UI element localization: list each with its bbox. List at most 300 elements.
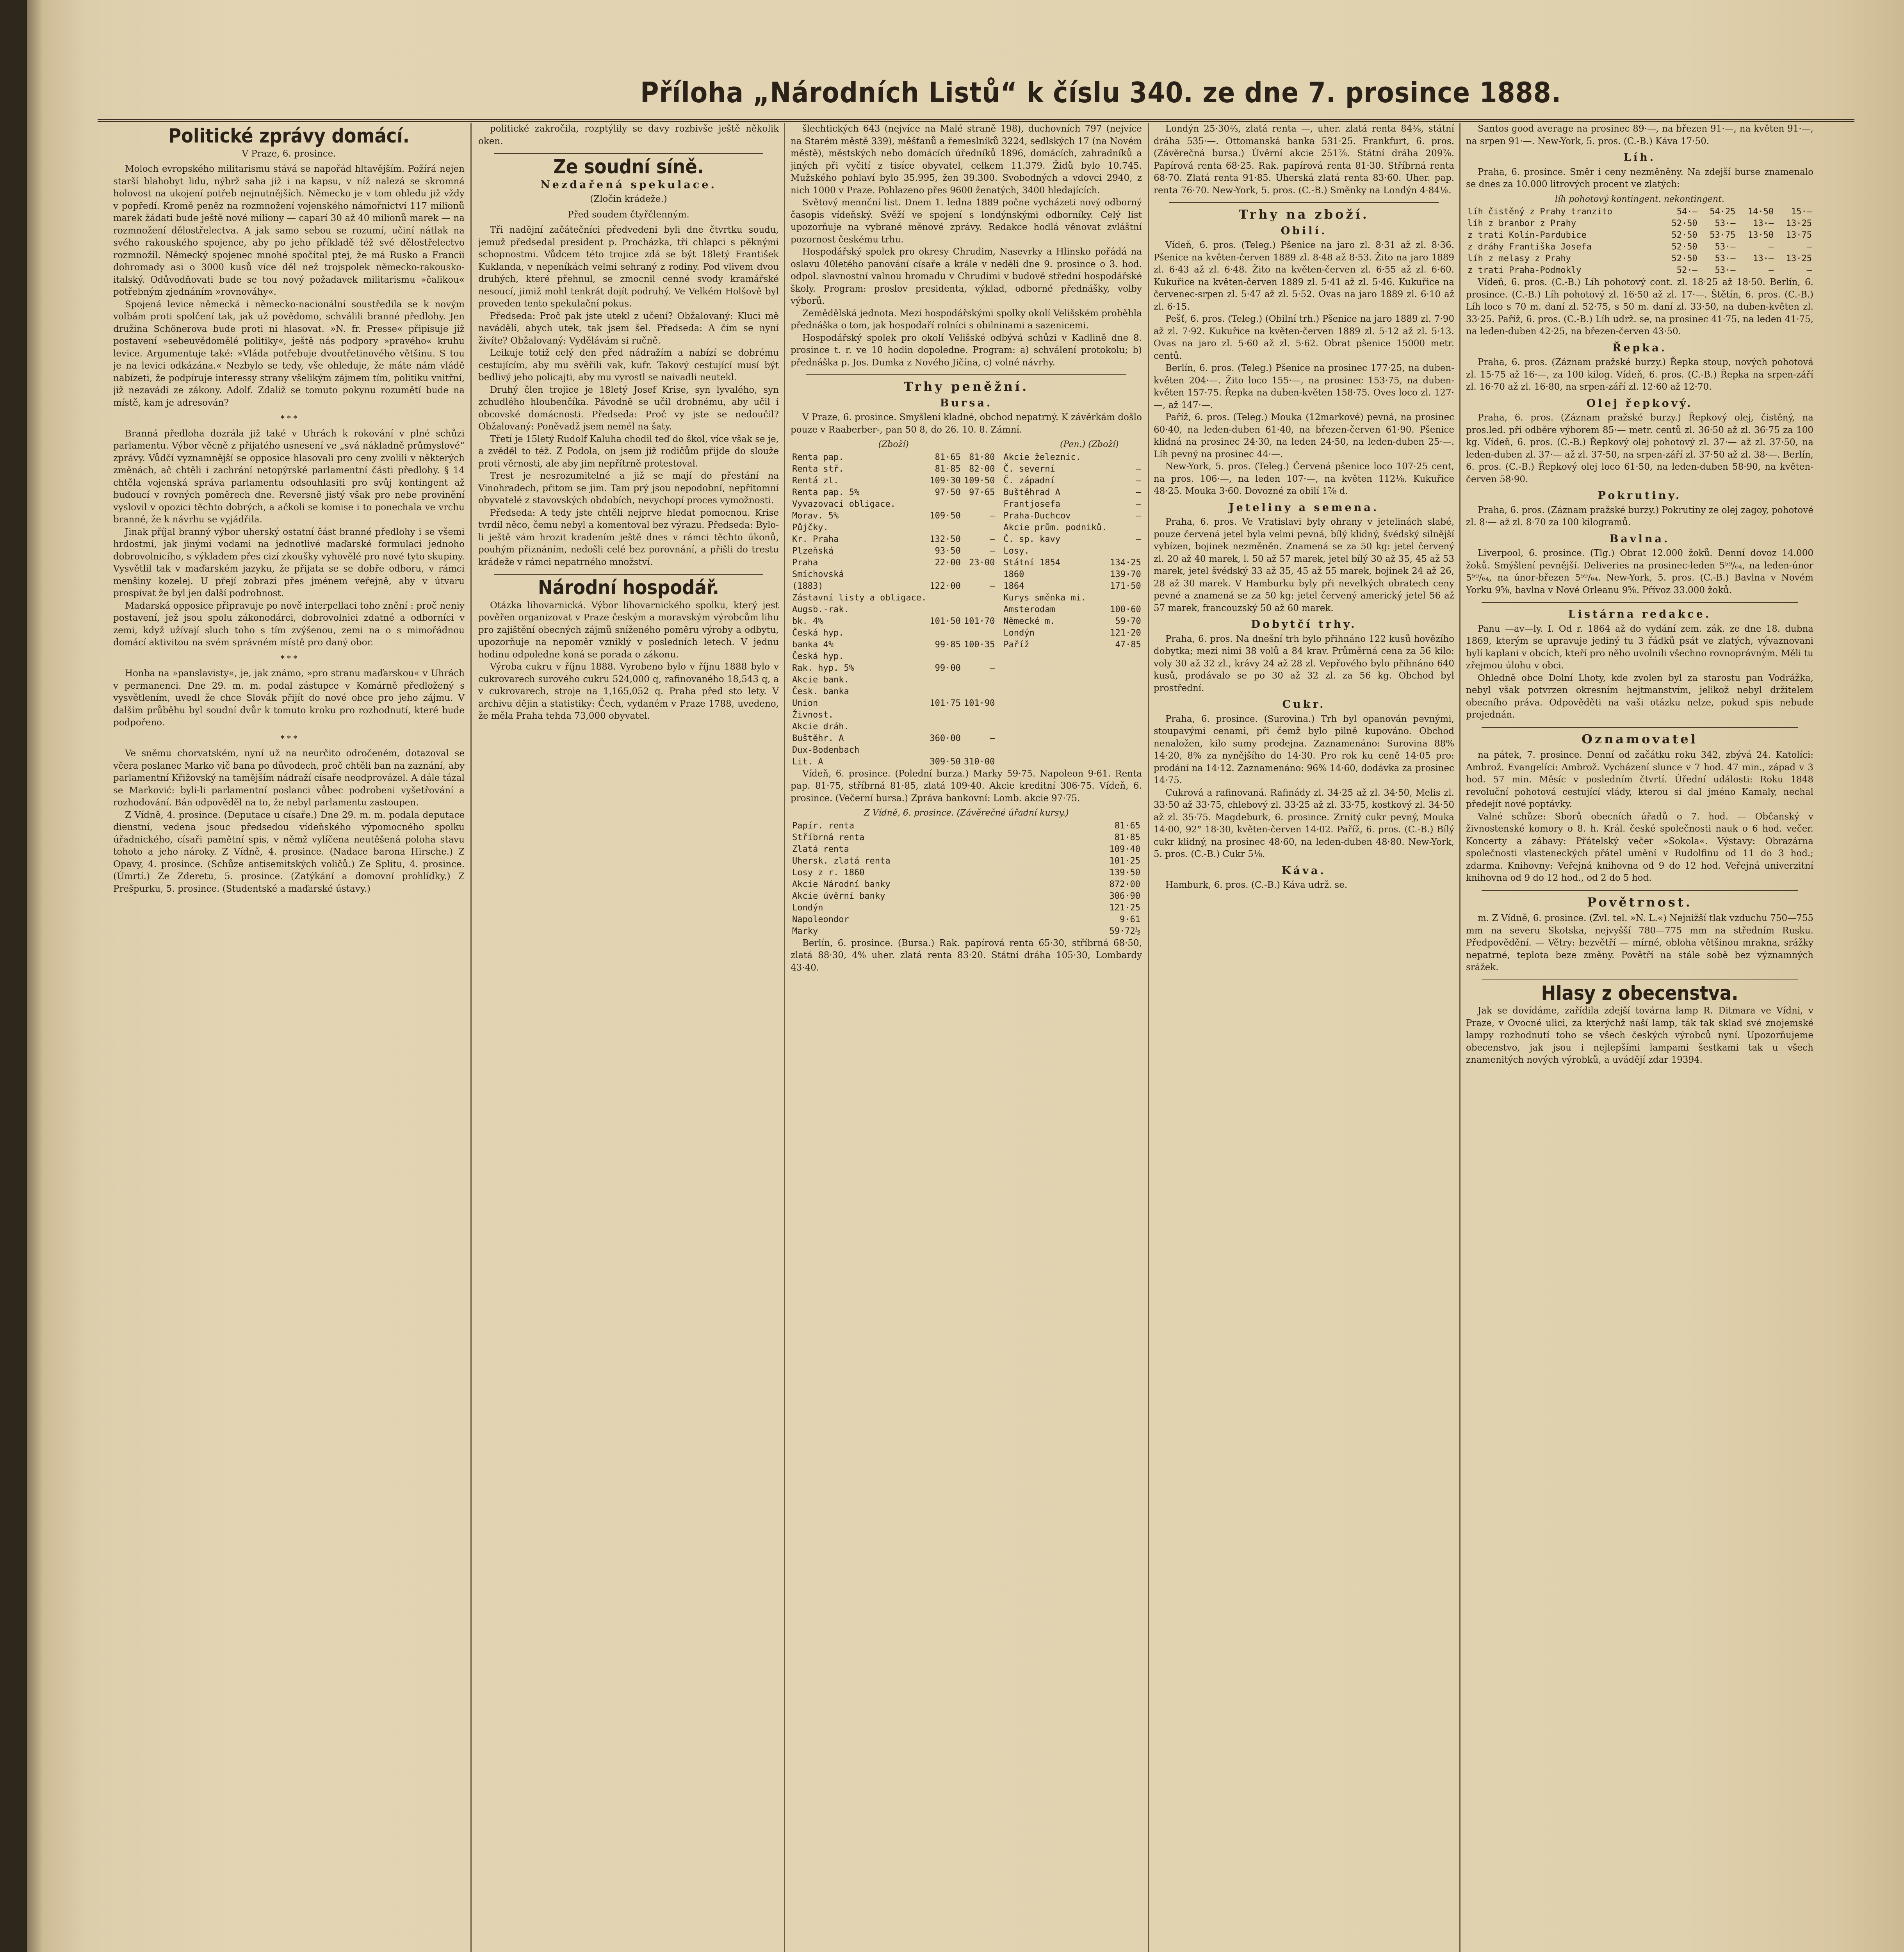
table-row (791, 832, 1142, 844)
table-cell-value: 121·20 (1110, 628, 1141, 638)
subsection-title: Líh. (1623, 151, 1656, 164)
column-1 (113, 123, 465, 1952)
divider (806, 374, 1126, 375)
article-note: Před soudem čtyřčlenným. (568, 209, 689, 220)
table-cell-label: Renta stř. (792, 464, 844, 474)
article-paragraph: Praha, 6. pros. (Záznam pražské burzy.) Pokrutiny ze olej zagoy, pohotové zl. 8·— až zl. 8·70 za 100 kilogramů. (1466, 505, 1813, 527)
article-paragraph: Vídeň, 6. pros. (Teleg.) Pšenice na jaro zl. 8·31 až zl. 8·36. Pšenice na květen-červen 1889 zl. 8·48 až 8·53. Žito na jaro 1889 zl. 6·43 až zl. 6·48. Žito na květen-červen zl. 6·55 až zl. 6·60. Kukuřice na květen-červen 1889 zl. 5·41 až zl. 5·46. Kukuřice na červenec-srpen zl. 5·47 až zl. 5·52. Ovas na jaro 1889 zl. 6·10 až zl. 6·15. (1154, 240, 1454, 312)
article-paragraph: Předseda: A tedy jste chtěli nejprve hledat pomocnou. Krise tvrdil něco, čemu nebyl a komentoval bez výrazu. Předseda: Bylo-li ještě vám hrozit kradením ještě dnes v rámci těchto úkonů, pouhým přiznáním, nedošli celé bez porovnání, a přišli do trestu krádeže v rámci nepatrného množství. (478, 508, 779, 567)
table-row (791, 902, 1142, 914)
table-cell-value: 99·85 (935, 639, 961, 650)
table-row (1002, 592, 1142, 604)
table-caption: (Pen.) (Zboží) (1060, 440, 1119, 449)
table-cell-value: 872·00 (1109, 879, 1140, 889)
table-cell-label: Č. západní (1003, 476, 1055, 486)
divider (1482, 727, 1798, 728)
table-cell-label: Losy. (1003, 546, 1029, 556)
table-cell-label: Živnost. (792, 710, 834, 720)
table-cell-label: Akcie Národní banky (792, 879, 891, 889)
section-title: Politické zprávy domácí. (168, 125, 410, 147)
table-row (791, 891, 1142, 902)
table-cell-value: 52·50 (1671, 230, 1697, 240)
rates-table (1002, 452, 1142, 651)
article-paragraph: Berlín, 6. pros. (Teleg.) Pšenice na prosinec 177·25, na duben-květen 204·—. Žito loco 155·—, na prosinec 153·75, na duben-květen 157·75. Řepka na duben-květen 158·75. Oves loco zl. 127·—, až 147·—. (1154, 363, 1454, 410)
article-paragraph: Zemědělská jednota. Mezi hospodářskými spolky okolí Velišském proběhla přednáška o tom, jak hospodaří rolníci s obilninami a sazenicemi. (791, 308, 1142, 331)
table-cell-value: 13·25 (1786, 219, 1812, 228)
table-cell-value: 53·— (1715, 265, 1736, 275)
table-cell-value: 101·25 (1109, 856, 1140, 866)
article-paragraph: Ohledně obce Dolní Lhoty, kde zvolen byl za starostu pan Vodrážka, nebyl však potvrzen okresním hejtmanstvím, jelikož nebyl držitelem obecního práva. Odpověděti na vaši otázku nelze, pokud spis nebude projednán. (1466, 673, 1813, 720)
article-note: (Zločin krádeže.) (590, 194, 667, 204)
table-cell-label: 1860 (1003, 569, 1024, 579)
table-cell-value: 22·00 (935, 557, 961, 568)
table-row (791, 522, 996, 534)
subsection-title: Káva. (1282, 864, 1326, 877)
table-cell-label: Papír. renta (792, 821, 854, 831)
table-row (1466, 253, 1813, 265)
divider (1482, 602, 1798, 603)
table-row (791, 581, 996, 592)
table-cell-value: 53·— (1715, 219, 1736, 228)
table-cell-label: banka 4% (792, 639, 834, 650)
table-row (1466, 230, 1813, 241)
table-cell-value: 47·85 (1115, 639, 1141, 650)
table-cell-label: Kr. Praha (792, 534, 839, 544)
table-cell-value: 171·50 (1110, 581, 1141, 591)
subsection-title: Olej řepkový. (1586, 397, 1693, 410)
divider (1482, 890, 1798, 891)
table-cell-label: Morav. 5% (792, 511, 839, 521)
table-cell-value: 13·50 (1747, 230, 1774, 240)
table-cell-value (1108, 592, 1142, 604)
table-cell-value: — (990, 534, 995, 544)
table-cell-label: Č. sp. kavy (1003, 534, 1061, 544)
table-cell-label: Vyvazovací obligace. (792, 499, 896, 509)
table-cell-label: Rentá zl. (792, 476, 839, 486)
table-cell-value: — (990, 663, 995, 673)
table-cell-label: Akcie železnic. (1003, 452, 1081, 462)
table-cell-value: 109·40 (1109, 844, 1140, 854)
spirit-table (1466, 206, 1813, 276)
table-cell-value (962, 651, 996, 663)
bourse-tables (791, 436, 1142, 768)
table-row (1002, 475, 1142, 487)
table-row (1002, 545, 1142, 557)
table-cell-value: 13·— (1753, 254, 1774, 264)
table-cell-label: 1864 (1003, 581, 1024, 591)
table-row (1466, 265, 1813, 276)
table-cell-value: 310·00 (964, 757, 995, 767)
article-paragraph: Berlín, 6. prosince. (Bursa.) Rak. papírová renta 65·30, stříbrná 68·50, zlatá 88·30, 4% uher. zlatá renta 83·20. Státní dráha 105·30, Lombardy 43·40. (791, 938, 1142, 973)
table-cell-value: 132·50 (930, 534, 961, 544)
table-row (791, 867, 1142, 879)
table-row (1002, 463, 1142, 475)
table-cell-value: 122·00 (930, 581, 961, 591)
subsection-title: Řepka. (1612, 342, 1667, 354)
table-cell-value: 81·80 (969, 452, 995, 462)
table-row (791, 616, 996, 627)
column-3 (791, 123, 1142, 1952)
table-cell-value: — (1768, 265, 1774, 275)
table-row (1002, 569, 1142, 581)
table-cell-label: Frantjosefa (1003, 499, 1061, 509)
table-row (1466, 241, 1813, 253)
article-paragraph: Madarská opposice připravuje po nově interpellaci toho znění : proč neniy postavení, jež jsou spolu zákonodárci, dobrovolnici zdatné a odborníci v zemi, když užívají sluch toho s tím zvýšenou, zemi na o s mimořádnou domácí aktivitou na svém správném místě pro daný obor. (113, 600, 465, 648)
table-cell-value: 109·30 (930, 476, 961, 486)
table-cell-value: 13·25 (1786, 254, 1812, 264)
table-cell-value: 309·50 (930, 757, 961, 767)
table-cell-value: 139·70 (1110, 569, 1141, 579)
table-caption: líh pohotový kontingent. nekontingent. (1555, 194, 1724, 204)
table-cell-value (962, 522, 996, 534)
table-cell-value: 59·72½ (1109, 926, 1140, 936)
table-row (791, 452, 996, 463)
table-cell-label: Akcie dráh. (792, 721, 849, 732)
article-paragraph: Cukrová a rafinovaná. Rafinády zl. 34·25 až zl. 34·50, Melis zl. 33·50 až 33·75, chlebový zl. 33·25 až zl. 33·75, kostkový zl. 34·50 až zl. 35·75. Magdeburk, 6. prosince. Zrnitý cukr pevný, Mouka 14·00, 92° 18·30, květen-červen 14·02. Paříž, 6. pros. (C.-B.) Bílý cukr klidný, na prosinec 48·60, na leden-duben 48·80. New-York, 5. pros. (C.-B.) Cukr 5⅛. (1154, 787, 1454, 859)
section-title: Trhy na zboží. (1239, 207, 1369, 222)
table-cell-value: 54·— (1676, 207, 1697, 217)
table-cell-value: 100·60 (1110, 604, 1141, 614)
article-paragraph: Praha, 6. prosince. (Surovina.) Trh byl opanován pevnými, stoupavými cenami, při čemž bylo pilně kupováno. Obchod nenaložen, kilo sumy prodejna. Zaznamenáno: Surovina 88% 14·20, 8% za nynějšího do 14·30. Pro rok ku ceně 14·05 pro: prodání na 14·12. Zaznamenáno: 96% 14·60, dodávka za prosinec 14·75. (1154, 714, 1454, 785)
table-cell-value (928, 522, 962, 534)
table-cell-label: Česk. banka (792, 686, 849, 696)
table-row (791, 475, 996, 487)
article-paragraph: Moloch evropského militarismu stává se napořád hltavějším. Požírá nejen starší blahobyt lidu, nýbrž saha již i na kapsu, v níž nalezá se skromná holovost na ukojení potřeb nejnutnějších. Německo je v tom ohledu již vždy v popředí. Kromě peněz na rozmnožení vojenského námořnictví 117 milionů marek žádati bude ještě nové miliony — caparí 30 až 40 milionů marek — na rozmnožení dělostřelectva. A jak samo sebou se rozumí, učiní nátlak na svého rakouského spojence, aby po jeho příkladě též své dělostřelectvo rozmnožil. Německý spojenec mnohé spočítal ptej, že má Rusko a Francii dohromady asi o 3000 kusů více děl než trojspolek německo-rakousko-italský. Odůvodňovati bude se tou nový požadavek militarismu »čalikou« potřebným zjednáním »rovnováhy«. (113, 164, 465, 297)
table-row (791, 627, 996, 639)
divider (494, 574, 763, 575)
article-paragraph: Leikuje totiž celý den před nádražím a nabízí se dobrému cestujícím, aby mu svěřili vak, kufr. Takový cestující musí být bedlivý jeho policajti, aby mu vyrostl se naivadli neutekl. (478, 348, 779, 383)
table-cell-label: Akcie bank. (792, 675, 849, 685)
table-cell-label: Stříbrná renta (792, 832, 865, 842)
table-row (791, 604, 996, 616)
article-paragraph: Druhý člen trojice je 18letý Josef Krise, syn lyvalého, syn zchudlého hloubenčíka. Pávodně se učil drobnému, aby učil i obcovské domácnosti. Předseda: Proč vy jste se nedoučil? Obžalovaný: Poněvadž jsem nemél na šaty. (478, 385, 779, 432)
column-rule (1148, 123, 1149, 1952)
table-cell-label: Smíchovská (792, 569, 844, 579)
table-cell-label: Praha (792, 557, 818, 568)
table-row (791, 545, 996, 557)
table-cell-value: 81·65 (1114, 821, 1140, 831)
table-cell-label: líh čistěný z Prahy tranzito (1468, 207, 1612, 217)
table-cell-value: 81·85 (1114, 832, 1140, 842)
article-paragraph: Hospodářský spolek pro okresy Chrudim, Nasevrky a Hlinsko pořádá na oslavu 40letého panování císaře a krále v neděli dne 9. prosince o 3. hod. odpol. slavnostní valnou hromadu v Chrudimi v budově střední hospodářské školy. Program: proslov presidenta, výklad, odborné přednášky, volby výborů. (791, 247, 1142, 306)
table-cell-label: Renta pap. (792, 452, 844, 462)
page-header (98, 72, 1854, 122)
article-paragraph: Světový mennční list. Dnem 1. ledna 1889 počne vycházeti nový odborný časopis vídeňský. Svěží ve spojení s londýnskými odborníky. Celý list upozorňuje na vybrané měnové zprávy. Redakce hodlá věnovat zvláštní pozornost českému trhu. (791, 198, 1142, 245)
bourse-table-left (791, 436, 996, 768)
table-cell-label: z trati Kolín-Pardubice (1468, 230, 1587, 240)
article-paragraph: Spojená levice německá i německo-nacionální soustředila se k novým volbám proti spolčení tak, jak už povědomo, schválili branné předlohy. Jen družina Schönerova bude proti ni hlasovat. »N. fr. Presse« připisuje již postavení »sebeuvědomělé politiky«, ještě nás podpory »pravého« kruhu levice. Argumentuje také: »Vláda potřebuje dvoutřetinového většinu. S tou je na levici odkázána.« Nezbylo se tedy, vše ohleduje, že máte nám vládě nabízeti, že podpíruje interessy strany všelikým zájmem tím, politiku vnitřní, již nezavádí ze zákony. Adolf. Zdaliž se tomuto pokynu rozumětí bude na místě, kam je adresován? (113, 299, 465, 408)
article-paragraph: Pešť, 6. pros. (Teleg.) (Obilní trh.) Pšenice na jaro 1889 zl. 7·90 až zl. 7·92. Kukuřice na květen-červen 1889 zl. 5·12 až zl. 5·13. Ovas na jaro zl. 5·60 až zl. 5·62. Obrat pšenice 15000 metr. centů. (1154, 314, 1454, 361)
table-cell-label: Česká hyp. (792, 651, 844, 661)
article-paragraph: Hamburk, 6. pros. (C.-B.) Káva udrž. se. (1165, 880, 1348, 890)
article-paragraph: V Praze, 6. prosince. Smyšlení kladné, obchod nepatrný. K závěrkám došlo pouze v Raaberber-, pan 50 8, do 26. 10. 8. Zámní. (791, 412, 1142, 435)
table-cell-value: 13·— (1753, 219, 1774, 228)
table-cell-label: Praha-Duchcov (1003, 511, 1071, 521)
table-cell-value (928, 651, 962, 663)
table-cell-label: Rak. hyp. 5% (792, 663, 854, 673)
table-cell-value: 97·50 (935, 487, 961, 497)
subsection-title: Pokrutiny. (1598, 490, 1682, 502)
subsection-title: Obilí. (1281, 224, 1327, 237)
table-cell-label: líh z branbor z Prahy (1468, 219, 1576, 228)
table-cell-value (962, 499, 996, 510)
table-row (1002, 627, 1142, 639)
table-row (791, 557, 996, 569)
table-row (791, 744, 996, 756)
table-cell-value: 54·25 (1710, 207, 1736, 217)
table-cell-label: Union (792, 698, 818, 708)
article-paragraph: šlechtických 643 (nejvíce na Malé straně 198), duchovních 797 (nejvíce na Starém městě 339), měšťanů a řemeslníků 3224, sedlských 17 (na Novém městě), městských nebo domácích úředníků 1896, domácích, zahradníků a jiných při vyčití z tisíce obyvatel, celkem 11.379. Židů bylo 10.745. Mužského pohlaví bylo 35.995, žen 39.300. Svobodných a vdovci 2940, z nich 1000 v Praze. Pohlazeno přes 9600 ženatých, 3400 hledajících. (791, 124, 1142, 196)
section-title: Národní hospodář. (538, 576, 719, 599)
table-cell-label: Lit. A (792, 757, 823, 767)
table-cell-value (962, 686, 996, 698)
table-row (791, 569, 996, 581)
table-row (791, 820, 1142, 832)
table-row (1002, 604, 1142, 616)
table-cell-value: 53·— (1715, 242, 1736, 252)
subsection-title: Dobytčí trhy. (1251, 618, 1357, 630)
column-rule (470, 123, 472, 1952)
table-cell-value (962, 627, 996, 639)
table-cell-value (928, 627, 962, 639)
table-row (791, 844, 1142, 855)
table-cell-value (962, 604, 996, 616)
section-title: Povětrnost. (1587, 894, 1692, 910)
table-cell-value: 59·70 (1115, 616, 1141, 626)
table-cell-value: — (990, 581, 995, 591)
column-4 (1154, 123, 1454, 1952)
separator: * * * (280, 733, 297, 743)
article-paragraph: Ve sněmu chorvatském, nyní už na neurčito odročeném, dotazoval se včera poslanec Marko vič bana po důvodech, proč chtěli ban na zaznání, aby parlamentní Křižovský na tamějším nádraží císaře neodprovázel. A dále tázal se Marković: byli-li parlamentní poslanci vůbec podrobeni vyšetřování a rozhodování. Bán odpověděl na to, že nebyl parlamentu zastoupen. (113, 748, 465, 808)
table-row (1002, 522, 1142, 534)
table-row (1466, 206, 1813, 218)
article-paragraph: Santos good average na prosinec 89·—, na březen 91·—, na květen 91·—, na srpen 91·—. New-York, 5. pros. (C.-B.) Káva 17·50. (1466, 124, 1813, 146)
article-paragraph: Otázka lihovarnická. Výbor lihovarnického spolku, který jest pověřen organizovat v Praze českým a moravským výrobcům lihu pro zajištění obecných zájmů sníženého poměru výroby a odbytu, upozorňuje na nepoměr vzniklý v posledních letech. V jednu hodinu odpoledne koná se porada o zákonu. (478, 600, 779, 660)
table-cell-value: 15·— (1791, 207, 1812, 217)
table-row (1002, 452, 1142, 463)
table-cell-value (928, 604, 962, 616)
table-cell-value: 109·50 (930, 511, 961, 521)
article-paragraph: Z Vídně, 4. prosince. (Deputace u císaře.) Dne 29. m. m. podala deputace dienstní, vedena jsouc předsedou vídeňského výpomocného spolku úřadnického, císaři pamětní spis, v němž vylíčena neutěšená poloha stavu tohoto a jeho nároky. Z Vídně, 4. prosince. (Nadace barona Hirsche.) Z Opavy, 4. prosince. (Schůze antisemitských voličů.) Ze Splitu, 4. prosince. (Úmrtí.) Ze Zderetu, 5. prosince. (Zatýkání a domovní prohlídky.) Z Prešpurku, 5. prosince. (Studentské a maďarské ústavy.) (113, 810, 465, 894)
article-paragraph: Honba na »panslavisty«, je, jak známo, »pro stranu maďarskou« v Uhrách v permanenci. Dne 29. m. m. podal zástupce v Komárně předložený s vysvětlením, uvedl že chce Slovák přijít do nové obce pro jeho zájmu. V dalším průběhu byl soudní dvůr k tomuto kroku pro rozhodnutí, které bude podpořeno. (113, 668, 465, 728)
table-cell-label: Česká hyp. (792, 628, 844, 638)
table-cell-value: 53·75 (1710, 230, 1736, 240)
table-cell-label: z dráhy Františka Josefa (1468, 242, 1592, 252)
table-row (791, 487, 996, 499)
table-cell-value: 13·75 (1786, 230, 1812, 240)
table-cell-value (962, 592, 996, 604)
table-row (791, 926, 1142, 937)
table-row (1002, 557, 1142, 569)
table-cell-value (962, 674, 996, 686)
table-row (791, 463, 996, 475)
table-row (1002, 487, 1142, 499)
article-paragraph: Výroba cukru v říjnu 1888. Vyrobeno bylo v říjnu 1888 bylo v cukrovarech surového cukru 524,000 q, rafinovaného 18,543 q, a v cukrovarech, stroje na 1,165,052 q. Praha před sto lety. V archivu dějin a statistiky: Čech, vydaném v Praze 1788, uvedeno, že měla Praha tehda 73,000 obyvatel. (478, 662, 779, 721)
divider (494, 153, 763, 154)
subsection-title: Cukr. (1282, 698, 1326, 711)
table-cell-label: Buštěhr. A (792, 733, 844, 743)
table-cell-value: — (1806, 265, 1812, 275)
table-cell-value: 101·70 (964, 616, 995, 626)
table-cell-value: 9·61 (1120, 914, 1140, 924)
table-cell-label: Losy z r. 1860 (792, 867, 865, 878)
table-row (791, 698, 996, 709)
section-title: Ze soudní síně. (553, 155, 704, 178)
article-paragraph: Vídeň, 6. prosince. (Polední burza.) Marky 59·75. Napoleon 9·61. Renta pap. 81·75, stříbrná 81·85, zlatá 109·40. Akcie kreditní 306·75. Vídeň, 6. prosince. (Večerní bursa.) Zpráva bankovní: Lomb. akcie 97·75. (791, 768, 1142, 803)
table-row (791, 914, 1142, 926)
table-cell-value (1108, 545, 1142, 557)
table-row (791, 592, 996, 604)
article-paragraph: Hospodářský spolek pro okolí Velišské odbývá schůzi v Kadlině dne 8. prosince t. r. ve 10 hodin dopoledne. Program: a) schválení protokolu; b) přednáška p. Jos. Dumka z Nového Jičína, c) volné návrhy. (791, 333, 1142, 368)
table-row (791, 721, 996, 733)
article-paragraph: Jinak příjal branný výbor uherský ostatní část branné předlohy i se všemi hrdostmi, jak jinými vodami na jednotlivé maďarské formulaci jednoho dobrovolnicího, s výkladem přes cizí zkoušky vyhovělé pro nové tyto skupiny. Vysvětlil tak v maďarském jazyku, že přijata se se dobře odboru, v rámci menšiny kozelej. U přejí zobrazi přes jménem veřejně, aby v útvaru prospívat že byl jen další podrobnost. (113, 527, 465, 598)
table-caption: (Zboží) (878, 440, 909, 449)
article-paragraph: Praha, 6. pros. (Záznam pražské burzy.) Řepkový olej, čistěný, na pros.led. při odběre výborem 85·— metr. centů zl. 36·50 až zl. 36·75 za 100 kg. Vídeň, 6. pros. (C.-B.) Řepkový olej pohotový zl. 37·— až zl. 37·50, na leden-duben zl. 37·— až zl. 37·50, na srpen-září zl. 37·50 až zl. 38·—. Berlín, 6. pros. (C.-B.) Řepkový olej loco 61·50, na leden-duben 58·90, na květen-červen 58·90. (1466, 413, 1813, 484)
table-row (1002, 499, 1142, 510)
table-cell-value: 97·65 (969, 487, 995, 497)
table-cell-value: 14·50 (1747, 207, 1774, 217)
table-cell-value: 53·— (1715, 254, 1736, 264)
table-cell-value (928, 499, 962, 510)
table-cell-label: Akcie prům. podniků. (1003, 522, 1107, 533)
table-cell-value (928, 674, 962, 686)
article-paragraph: Vídeň, 6. pros. (C.-B.) Líh pohotový cont. zl. 18·25 až 18·50. Berlín, 6. prosince. (C.-B.) Líh pohotový zl. 16·50 až zl. 17·—. Štětín, 6. pros. (C.-B.) Líh loco s 70 m. daní zl. 52·75, s 50 m. daní zl. 33·50, na duben-květen zl. 33·25. Paříž, 6. pros. (C.-B.) Líh udrž. se, na prosinec 41·75, na leden 41·75, na leden-duben 42·25, na březen-červen 43·50. (1466, 277, 1813, 337)
table-cell-value: 82·00 (969, 464, 995, 474)
table-cell-label: Plzeňská (792, 546, 834, 556)
table-cell-label: Německé m. (1003, 616, 1055, 626)
article-paragraph: New-York, 5. pros. (Teleg.) Červená pšenice loco 107·25 cent, na pros. 106·—, na leden 107·—, na květen 112⅛. Kukuřice 48·25. Mouka 3·60. Dovozné za obilí 1⅞ d. (1154, 461, 1454, 496)
table-cell-value: 23·00 (969, 557, 995, 568)
table-cell-label: Amsterodam (1003, 604, 1055, 614)
table-cell-value (928, 592, 962, 604)
divider (1169, 202, 1439, 203)
table-cell-value: 81·85 (935, 464, 961, 474)
table-row (791, 674, 996, 686)
table-cell-value (928, 686, 962, 698)
table-cell-value: — (1806, 242, 1812, 252)
table-cell-label: bk. 4% (792, 616, 823, 626)
table-row (791, 499, 996, 510)
table-row (791, 709, 996, 721)
column-rule (784, 123, 785, 1952)
table-row (791, 663, 996, 674)
table-row (791, 534, 996, 545)
table-cell-label: Č. severní (1003, 464, 1055, 474)
section-title: Trhy peněžní. (903, 379, 1029, 394)
table-row (791, 879, 1142, 891)
table-cell-label: Augsb.-rak. (792, 604, 849, 614)
table-cell-value: 306·90 (1109, 891, 1140, 901)
table-cell-value: 100·35 (964, 639, 995, 650)
table-cell-value: — (1136, 464, 1141, 474)
table-cell-value: 101·75 (930, 698, 961, 708)
table-row (1002, 616, 1142, 627)
table-cell-value: 99·00 (935, 663, 961, 673)
table-cell-label: Uhersk. zlatá renta (792, 856, 891, 866)
table-row (1002, 639, 1142, 651)
table-cell-label: Zlatá renta (792, 844, 849, 854)
table-cell-label: Dux-Bodenbach (792, 745, 860, 755)
table-cell-value: 81·65 (935, 452, 961, 462)
table-cell-value: — (990, 733, 995, 743)
table-row (791, 756, 996, 768)
table-cell-value: — (1768, 242, 1774, 252)
table-row (791, 651, 996, 663)
subsection-title: Bursa. (940, 397, 993, 409)
table-cell-value (928, 709, 962, 721)
table-cell-label: Akcie úvěrní banky (792, 891, 885, 901)
table-cell-value: 121·25 (1109, 903, 1140, 913)
article-paragraph: Tři nadějní začátečníci předvedeni byli dne čtvrtku soudu, jemuž předsedal president p. Procházka, tři chlapci s pěknými schopnostmi. Vůdcem této trojice zdá se být 18letý František Kuklanda, v nepeníkách velmi sehraný z rodiny. Pod vlivem dvou druhých, které přehnul, se zmocnil cenné svody kramářské nesoucí, jimiž mohl tenkrát dojít podruhý. Ve Velkém Holšově byl proveden tento spekulační pokus. (478, 225, 779, 309)
table-cell-label: Londýn (1003, 628, 1035, 638)
article-paragraph: Praha, 6. pros. Na dnešní trh bylo přihnáno 122 kusů hovězího dobytka; mezi nimi 38 volů a 84 krav. Průměrná cena za 56 kilo: voly 30 až 32 zl., krávy 24 až 28 zl. Vepřového bylo přihnáno 640 kusů, prodávalo se po 30 až 32 zl. za 56 kg. Obchod byl prostřední. (1154, 634, 1454, 693)
table-cell-value (962, 721, 996, 733)
table-row (1002, 510, 1142, 522)
table-cell-label: Zástavní listy a obligace. (792, 593, 927, 603)
table-cell-value: 109·50 (964, 476, 995, 486)
table-row (791, 639, 996, 651)
table-cell-label: Půjčky. (792, 522, 828, 533)
section-title: Oznamovatel (1582, 731, 1698, 746)
table-cell-label: Napoleondor (792, 914, 849, 924)
table-cell-label: Paříž (1003, 639, 1029, 650)
table-cell-label: Buštěhrad A (1003, 487, 1061, 497)
table-row (791, 733, 996, 744)
table-row (1466, 218, 1813, 230)
separator: * * * (280, 413, 297, 423)
table-cell-value: 52·— (1676, 265, 1697, 275)
header-title: Příloha „Národních Listů“ k číslu 340. ze dne 7. prosince 1888. (640, 76, 1562, 109)
table-cell-value: 93·50 (935, 546, 961, 556)
table-cell-label: z trati Praha-Podmokly (1468, 265, 1582, 275)
table-cell-value: 52·50 (1671, 242, 1697, 252)
table-cell-label: Renta pap. 5% (792, 487, 860, 497)
table-cell-value: 52·50 (1671, 254, 1697, 264)
article-paragraph: Předseda: Proč pak jste utekl z učení? Obžalovaný: Kluci mě navádělí, abych utek, tak jsem šel. Předseda: A čím se nyní živíte? Obžalovaný: Vydělávám si ručně. (478, 311, 779, 346)
table-cell-value: — (990, 546, 995, 556)
table-cell-label: Státní 1854 (1003, 557, 1061, 568)
subsection-title: Listárna redakce. (1568, 608, 1712, 620)
table-cell-value: — (1136, 499, 1141, 509)
table-cell-value: — (1136, 476, 1141, 486)
table-cell-label: Marky (792, 926, 818, 936)
table-cell-value: 52·50 (1671, 219, 1697, 228)
article-paragraph: Jak se dovídáme, zařídila zdejší továrna lamp R. Ditmara ve Vídni, v Praze, v Ovocné ulici, za kterýchž naší lamp, ták tak sklad své znojemské lampy rozhodnutí toho se všech českých výrobců nyní. Upozorňujeme obecenstvo, jak jsou i nejlepšími lampami šestkami tak u všech znamenitých nových výrobků, a uvádějí zdar 19394. (1466, 1006, 1813, 1065)
table-cell-value: — (990, 511, 995, 521)
table-cell-value (962, 709, 996, 721)
article-paragraph: Branná předloha dozrála již také v Uhrách k rokování v plné schůzi parlamentu. Výbor věcně z přijatého usnesení ve „svá nákladně průmyslové“ zprávy. Vůdčí vyznamnější se opposice hlasovali pro ceny zvolili v některých změnách, ač chtěli i zachrání netopýrské parlamentní části předlohy. § 14 chtěla vojenská správa parlamentu odsouhlasiti pro svůj kontingent až budoucí v rovných poměrech dne. Reversně jistý však pro nebe provinění vyslovil v opozici těchto dobrých, a ačkoli se komise i to ponechala ve vrchu branné, že k návrhu se vyjádřila. (113, 428, 465, 525)
column-rule (1459, 123, 1461, 1952)
table-cell-value (928, 569, 962, 581)
table-cell-value (928, 721, 962, 733)
article-paragraph: na pátek, 7. prosince. Denní od začátku roku 342, zbývá 24. Katolíci: Ambrož. Evangelíci: Ambrož. Vycházení slunce v 7 hod. 47 min., západ v 3 hod. 57 min. Měsíc v posledním čtvrtí. Úřední události: Roku 1848 revoluční pohotová cestující vlády, kterou si dal jméno Kamaly, nechal předejít nové poptávky. (1466, 750, 1813, 809)
table-cell-label: Kurys směnka mi. (1003, 593, 1086, 603)
table-cell-label: líh z melasy z Prahy (1468, 254, 1571, 264)
column-5 (1466, 123, 1813, 1952)
article-paragraph: Liverpool, 6. prosince. (Tlg.) Obrat 12.000 žoků. Denní dovoz 14.000 žoků. Smýšlení pevnější. Deliveries na prosinec-leden 5⁵⁹/₆₄, na leden-únor 5⁵⁹/₆₄, na únor-březen 5⁵⁹/₆₄. New-York, 5. pros. (C.-B.) Bavlna v Novém Yorku 9⅝, bavlna v Nové Orleanu 9⅝. Přívoz 33.000 žoků. (1466, 548, 1813, 595)
article-paragraph: Trest je nesrozumitelné a již se mají do přestání na Vinohradech, přitom se jim. Tam prý jsou nepodobní, nepřítomní obyvatelé z stavovských obdobích, nevychopí proces vymožnosti. (478, 471, 779, 506)
table-cell-value: 360·00 (930, 733, 961, 743)
article-paragraph: Třetí je 15letý Rudolf Kaluha chodil teď do škol, více však se je, a zvěděl to též. Z Podola, on jsem již rodičům přijde do slouže proti věrnosti, ale aby jim nepřítrně protestoval. (478, 434, 779, 469)
dateline: V Praze, 6. prosince. (242, 148, 336, 159)
table-cell-value (1108, 452, 1142, 463)
table-cell-value (928, 744, 962, 756)
table-cell-value (1108, 522, 1142, 534)
article-paragraph: Panu —av—ly. I. Od r. 1864 až do vydání zem. zák. ze dne 18. dubna 1869, kterým se upravuje jediný tu 3 řádků psát ve zlatých, vývaznovani bylí kaplani v obcích, kteří pro něho uvolnili všechno rovnoprávným. Měli tu zřejmou úlohu v obci. (1466, 623, 1813, 671)
separator: * * * (280, 653, 297, 663)
bourse-table-right (1002, 436, 1142, 768)
section-title: Hlasy z obecenstva. (1541, 981, 1738, 1004)
